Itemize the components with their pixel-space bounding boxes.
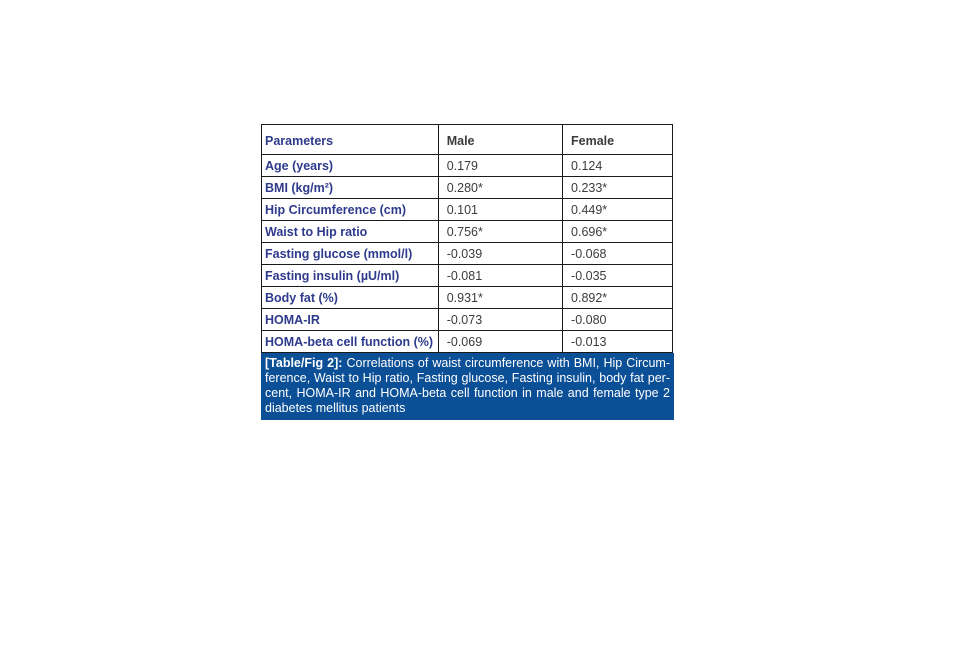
correlation-table [261, 124, 673, 353]
row-male-value: 0.179 [438, 155, 562, 177]
row-female-value: -0.080 [563, 309, 673, 331]
table-row [262, 177, 673, 199]
table-row [262, 265, 673, 287]
row-female-value: 0.124 [563, 155, 673, 177]
header-parameters: Parameters [262, 125, 439, 155]
row-parameter: Age (years) [262, 155, 439, 177]
table-row [262, 221, 673, 243]
row-parameter: Hip Circumference (cm) [262, 199, 439, 221]
row-parameter: HOMA-beta cell function (%) [262, 331, 439, 353]
row-male-value: -0.073 [438, 309, 562, 331]
row-female-value: 0.233* [563, 177, 673, 199]
row-male-value: 0.931* [438, 287, 562, 309]
row-parameter: BMI (kg/m²) [262, 177, 439, 199]
caption-text: Correlations of waist circumference with BMI, Hip Circum-ference, Waist to Hip ratio, Fasting glucose, Fasting insulin, body fat per-cent, HOMA-IR and HOMA-beta cell function in male and female type 2 diabetes mellitus patients [265, 356, 670, 415]
table-row [262, 155, 673, 177]
table-figure [261, 124, 674, 420]
table-row [262, 287, 673, 309]
row-parameter: Fasting glucose (mmol/l) [262, 243, 439, 265]
row-parameter: Waist to Hip ratio [262, 221, 439, 243]
row-male-value: -0.081 [438, 265, 562, 287]
row-parameter: Body fat (%) [262, 287, 439, 309]
header-female: Female [563, 125, 673, 155]
row-female-value: -0.013 [563, 331, 673, 353]
row-male-value: 0.756* [438, 221, 562, 243]
row-male-value: -0.069 [438, 331, 562, 353]
row-female-value: 0.449* [563, 199, 673, 221]
row-parameter: HOMA-IR [262, 309, 439, 331]
table-row [262, 199, 673, 221]
row-female-value: 0.696* [563, 221, 673, 243]
row-female-value: -0.035 [563, 265, 673, 287]
table-row [262, 331, 673, 353]
table-header-row [262, 125, 673, 155]
row-male-value: 0.280* [438, 177, 562, 199]
table-row [262, 243, 673, 265]
row-female-value: -0.068 [563, 243, 673, 265]
caption-label: [Table/Fig 2]: [265, 356, 343, 370]
row-male-value: -0.039 [438, 243, 562, 265]
row-female-value: 0.892* [563, 287, 673, 309]
table-row [262, 309, 673, 331]
header-male: Male [438, 125, 562, 155]
row-parameter: Fasting insulin (µU/ml) [262, 265, 439, 287]
table-caption [261, 353, 674, 420]
row-male-value: 0.101 [438, 199, 562, 221]
